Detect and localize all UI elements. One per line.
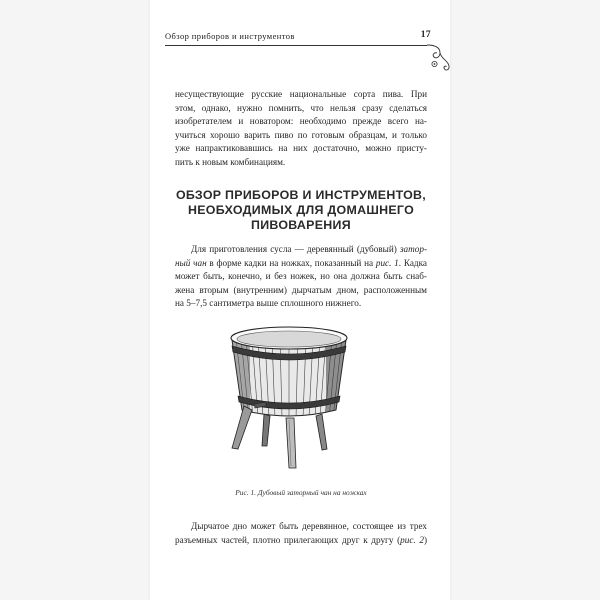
heading-line: ПИВОВАРЕНИЯ [251,218,351,232]
wooden-mash-tun-illustration-icon [214,318,364,478]
text-run: . Кадка [398,257,427,268]
heading-line: НЕОБХОДИМЫХ ДЛЯ ДОМАШНЕГО [187,203,415,217]
text-line: на 5–7,5 сантиметра выше сплошного нижнего. [175,298,362,309]
figure-reference: рис. 2 [400,534,424,545]
ornament-flourish-icon [426,40,452,74]
term-italic: затор- [399,244,427,254]
text-run: разъемных частей, плотно прилегающих друг к другу ( [175,534,401,545]
text-line: уже напрактиковавшись на них достаточно, можно присту- [175,143,427,154]
text-line [175,257,427,271]
text-run: ) [423,534,427,545]
text-line: жена вторым (внутренним) дырчатым дном, расположенным [175,284,427,295]
text-line: Дырчатое дно может быть деревянное, состоящее из трех [191,521,427,531]
text-line: пить к новым комбинациям. [175,156,286,167]
term-italic: ный чан [175,257,207,268]
heading-line: ОБЗОР ПРИБОРОВ И ИНСТРУМЕНТОВ, [175,188,427,202]
text-line: этом, однако, нужно помнить, что нельзя сразу сделаться [175,102,427,113]
text-run: в форме кадки на ножках, показанный на [206,257,376,268]
paragraph-1 [175,88,427,170]
header-rule [165,45,427,46]
running-head [165,31,435,41]
text-run: Для приготовления сусла — деревянный (дубовый) [191,244,400,254]
section-heading [175,188,427,233]
page-number: 17 [420,30,431,40]
text-line: несуществующие русские национальные сорта пива. При [175,89,427,99]
text-line: изобретателем и новатором: необходимо прежде всего на- [175,116,427,127]
figure-caption: Рис. 1. Дубовый заторный чан на ножках [235,488,367,497]
paragraph-2 [175,243,427,311]
text-line [175,534,427,548]
text-line [175,243,427,257]
figure-reference: рис. 1 [375,257,399,268]
text-line: учиться хорошо варить пиво по готовым образцам, и только [175,129,427,140]
text-line: может быть, конечно, и без ножек, но она должна быть снаб- [175,271,427,282]
running-title: Обзор приборов и инструментов [165,31,295,41]
paragraph-3 [175,520,427,547]
